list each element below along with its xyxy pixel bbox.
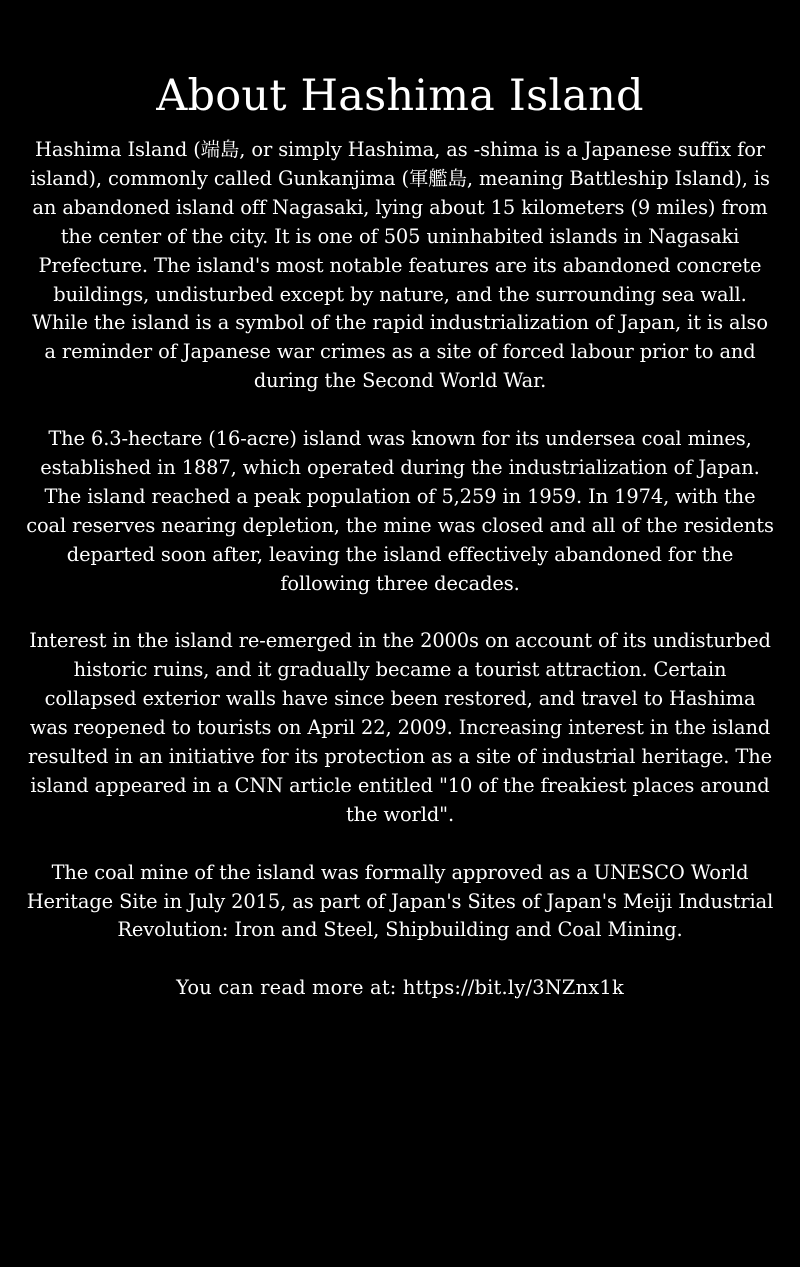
paragraph-unesco: The coal mine of the island was formally approved as a UNESCO World Heritage Site in July 2015, as part of Japan's Sites of Japan's Meiji Industrial Revolution: Iron and Steel, Shipbuilding and Coal Mining. — [26, 860, 774, 942]
page-title: About Hashima Island — [156, 71, 644, 121]
paragraph-tourism: Interest in the island re-emerged in the 2000s on account of its undisturbed historic ruins, and it gradually became a tourist attraction. Certain collapsed exterior walls have since been restored, and travel to Hashima was reopened to tourists on April 22, 2009. Increasing interest in the island resulted in an initiative for its protection as a site of industrial heritage. The island appeared in a CNN article entitled "10 of the freakiest places around the world". — [28, 629, 772, 826]
read-more-link-text: You can read more at: https://bit.ly/3NZnx1k — [176, 976, 624, 1000]
paragraph-history: The 6.3-hectare (16-acre) island was known for its undersea coal mines, established in 1887, which operated during the industrialization of Japan. The island reached a peak population of 5,259 in 1959. In 1974, with the coal reserves nearing depletion, the mine was closed and all of the residents departed soon after, leaving the island effectively abandoned for the following three decades. — [26, 427, 774, 595]
paragraph-intro: Hashima Island (端島, or simply Hashima, as -shima is a Japanese suffix for island), commonly called Gunkanjima (軍艦島, meaning Battleship Island), is an abandoned island off Nagasaki, lying about 15 kilometers (9 miles) from the center of the city. It is one of 505 uninhabited islands in Nagasaki Prefecture. The island's most notable features are its abandoned concrete buildings, undisturbed except by nature, and the surrounding sea wall. While the island is a symbol of the rapid industrialization of Japan, it is also a reminder of Japanese war crimes as a site of forced labour prior to and during the Second World War. — [30, 138, 770, 393]
